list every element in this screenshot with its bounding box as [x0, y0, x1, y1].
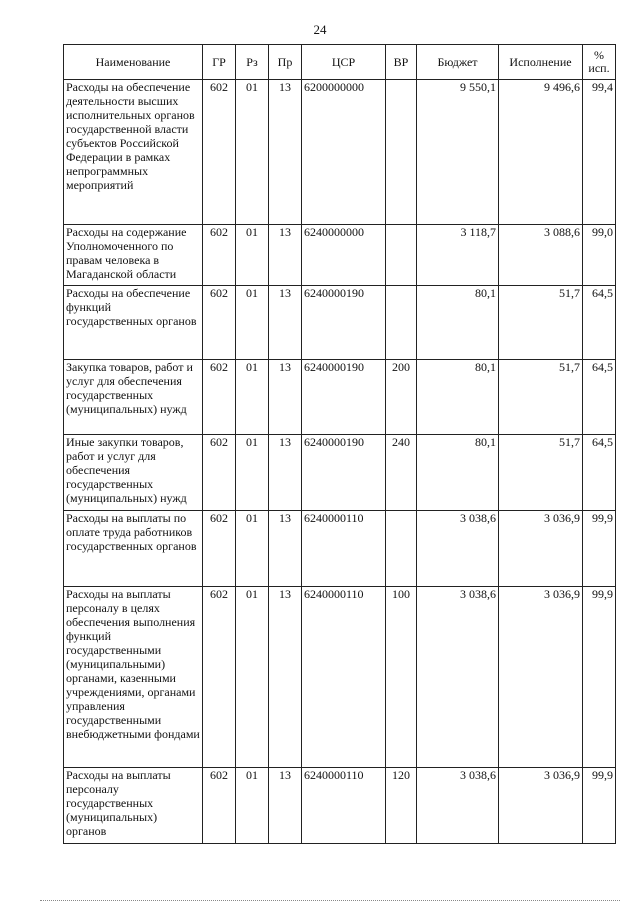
row-csr: 6240000110 [302, 768, 386, 844]
row-vr [386, 511, 417, 587]
table-row [64, 587, 616, 768]
table-row [64, 286, 616, 360]
row-gr: 602 [203, 286, 236, 360]
row-budget: 80,1 [417, 435, 499, 511]
row-percent: 64,5 [583, 435, 616, 511]
row-rz: 01 [236, 511, 269, 587]
row-csr: 6240000190 [302, 435, 386, 511]
row-name: Закупка товаров, работ и услуг для обеспечения государственных (муниципальных) нужд [64, 360, 203, 435]
header-name: Наименование [64, 45, 203, 80]
row-budget: 80,1 [417, 360, 499, 435]
row-vr: 200 [386, 360, 417, 435]
row-budget: 80,1 [417, 286, 499, 360]
header-percent-symbol: % [594, 48, 604, 62]
row-rz: 01 [236, 225, 269, 286]
row-rz: 01 [236, 360, 269, 435]
row-budget: 3 038,6 [417, 587, 499, 768]
page-number: 24 [313, 22, 327, 37]
header-percent-label: исп. [588, 61, 610, 75]
row-rz: 01 [236, 435, 269, 511]
row-execution: 51,7 [499, 435, 583, 511]
row-pr: 13 [269, 435, 302, 511]
row-percent: 99,0 [583, 225, 616, 286]
row-percent: 64,5 [583, 286, 616, 360]
row-budget: 3 038,6 [417, 511, 499, 587]
row-vr: 100 [386, 587, 417, 768]
footer-divider [40, 900, 620, 901]
row-rz: 01 [236, 587, 269, 768]
row-gr: 602 [203, 511, 236, 587]
row-rz: 01 [236, 80, 269, 225]
table-row [64, 768, 616, 844]
row-vr [386, 80, 417, 225]
row-pr: 13 [269, 80, 302, 225]
table-row [64, 80, 616, 225]
row-name: Расходы на выплаты персоналу государственных (муниципальных) органов [64, 768, 203, 844]
row-pr: 13 [269, 225, 302, 286]
header-pr: Пр [269, 45, 302, 80]
row-name: Расходы на выплаты по оплате труда работников государственных органов [64, 511, 203, 587]
header-rz: Рз [236, 45, 269, 80]
row-vr [386, 286, 417, 360]
row-pr: 13 [269, 360, 302, 435]
row-csr: 6240000110 [302, 511, 386, 587]
table-row [64, 225, 616, 286]
row-csr: 6240000000 [302, 225, 386, 286]
row-execution: 3 036,9 [499, 587, 583, 768]
row-execution: 3 088,6 [499, 225, 583, 286]
row-execution: 51,7 [499, 286, 583, 360]
table-row [64, 360, 616, 435]
row-execution: 3 036,9 [499, 768, 583, 844]
row-execution: 9 496,6 [499, 80, 583, 225]
header-percent [583, 45, 616, 80]
row-percent: 99,9 [583, 587, 616, 768]
row-budget: 3 118,7 [417, 225, 499, 286]
row-pr: 13 [269, 286, 302, 360]
row-name: Расходы на обеспечение функций государственных органов [64, 286, 203, 360]
row-budget: 3 038,6 [417, 768, 499, 844]
budget-table [63, 44, 616, 844]
row-pr: 13 [269, 768, 302, 844]
row-csr: 6240000190 [302, 286, 386, 360]
row-pr: 13 [269, 511, 302, 587]
row-percent: 99,4 [583, 80, 616, 225]
row-csr: 6200000000 [302, 80, 386, 225]
row-rz: 01 [236, 286, 269, 360]
row-gr: 602 [203, 435, 236, 511]
row-gr: 602 [203, 360, 236, 435]
row-vr [386, 225, 417, 286]
row-vr: 120 [386, 768, 417, 844]
header-execution: Исполнение [499, 45, 583, 80]
row-name: Расходы на обеспечение деятельности высших исполнительных органов государственной власти субъектов Российской Федерации в рамках непрограммных мероприятий [64, 80, 203, 225]
row-gr: 602 [203, 587, 236, 768]
header-csr: ЦСР [302, 45, 386, 80]
row-percent: 99,9 [583, 768, 616, 844]
table-row [64, 435, 616, 511]
table-header-row [64, 45, 616, 80]
row-rz: 01 [236, 768, 269, 844]
row-execution: 51,7 [499, 360, 583, 435]
row-gr: 602 [203, 768, 236, 844]
header-vr: ВР [386, 45, 417, 80]
row-csr: 6240000110 [302, 587, 386, 768]
row-percent: 64,5 [583, 360, 616, 435]
row-gr: 602 [203, 225, 236, 286]
table-row [64, 511, 616, 587]
header-gr: ГР [203, 45, 236, 80]
row-name: Расходы на выплаты персоналу в целях обеспечения выполнения функций государственными (муниципальными) органами, казенными учреждениями, органами управления государственными внебюджетными фондами [64, 587, 203, 768]
row-execution: 3 036,9 [499, 511, 583, 587]
row-name: Расходы на содержание Уполномоченного по правам человека в Магаданской области [64, 225, 203, 286]
row-csr: 6240000190 [302, 360, 386, 435]
row-budget: 9 550,1 [417, 80, 499, 225]
row-vr: 240 [386, 435, 417, 511]
row-gr: 602 [203, 80, 236, 225]
row-percent: 99,9 [583, 511, 616, 587]
row-pr: 13 [269, 587, 302, 768]
header-budget: Бюджет [417, 45, 499, 80]
row-name: Иные закупки товаров, работ и услуг для обеспечения государственных (муниципальных) нужд [64, 435, 203, 511]
